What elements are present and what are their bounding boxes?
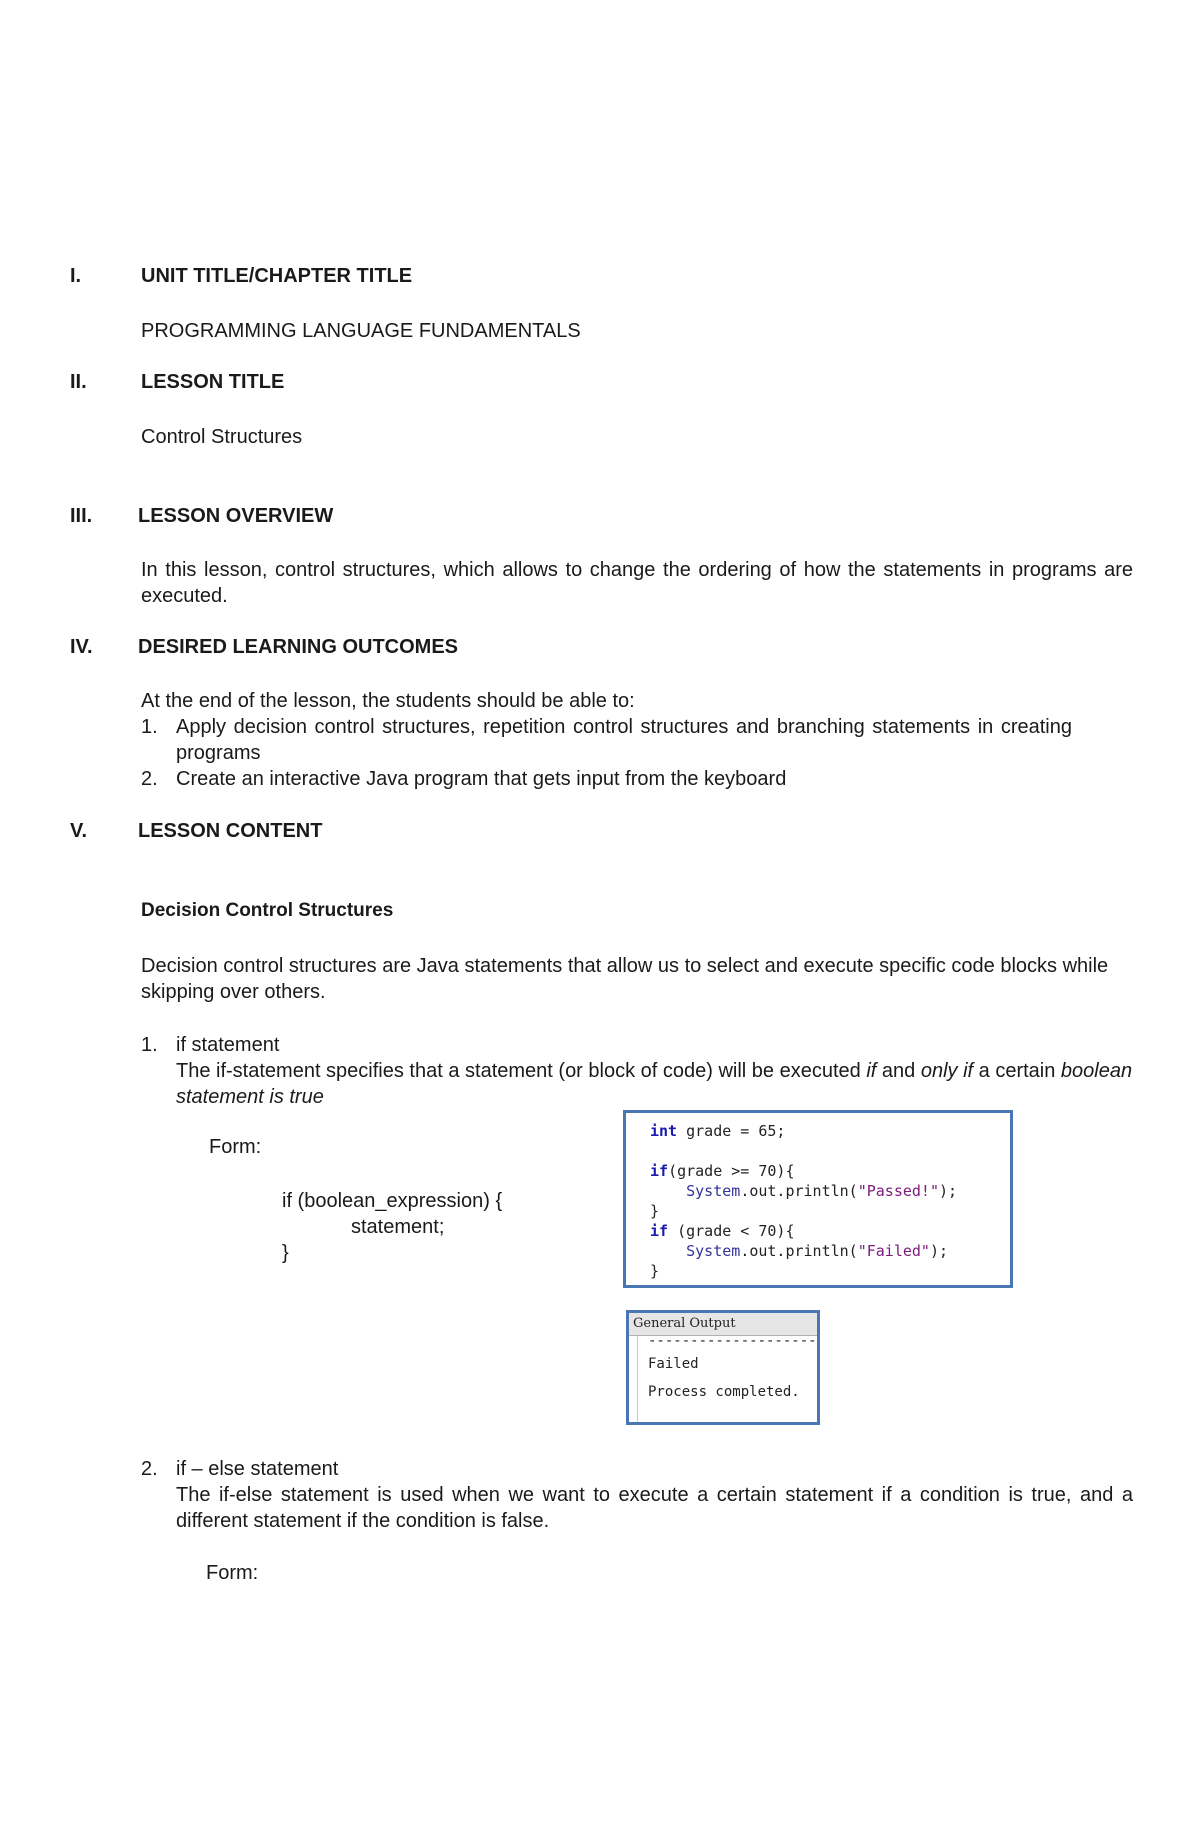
desc-italic: boolean statement is true bbox=[176, 1060, 1133, 1108]
unit-title: PROGRAMMING LANGUAGE FUNDAMENTALS bbox=[141, 320, 581, 342]
form-label: Form: bbox=[206, 1562, 259, 1584]
code-line bbox=[650, 1181, 1010, 1201]
code-line bbox=[650, 1121, 1010, 1141]
lesson-overview-text: In this lesson, control structures, which allows to change the ordering of how the statements in programs are executed. bbox=[141, 559, 1133, 607]
code-text: ); bbox=[939, 1182, 958, 1200]
section-number: II. bbox=[70, 371, 87, 393]
form-code-line: statement; bbox=[351, 1216, 445, 1238]
output-window-image bbox=[626, 1310, 820, 1425]
list-number: 1. bbox=[141, 1034, 158, 1056]
code-line bbox=[650, 1161, 1010, 1181]
if-description bbox=[176, 1058, 1146, 1110]
desc-italic: only if bbox=[920, 1060, 974, 1082]
code-class: System bbox=[686, 1182, 741, 1200]
code-text: .out.println( bbox=[740, 1182, 858, 1200]
content-intro: Decision control structures are Java statements that allow us to select and execute specific code blocks while skipping over others. bbox=[141, 955, 1109, 1003]
form-code-line: if (boolean_expression) { bbox=[282, 1190, 503, 1212]
form-label: Form: bbox=[209, 1136, 262, 1158]
section-number: I. bbox=[70, 265, 82, 287]
list-item: Apply decision control structures, repetition control structures and branching statements in creating programs bbox=[176, 716, 1072, 764]
output-line: Failed bbox=[648, 1356, 699, 1372]
section-number: V. bbox=[70, 820, 88, 842]
form-code-line: } bbox=[282, 1242, 289, 1264]
list-number: 2. bbox=[141, 1458, 158, 1480]
code-text: grade = 65; bbox=[677, 1122, 786, 1140]
section-heading: LESSON OVERVIEW bbox=[138, 505, 334, 527]
code-string: "Failed" bbox=[857, 1242, 930, 1260]
section-number: III. bbox=[70, 505, 93, 527]
code-text: (grade >= 70){ bbox=[668, 1162, 795, 1180]
output-line: Process completed. bbox=[648, 1384, 800, 1400]
code-text: (grade < 70){ bbox=[668, 1222, 795, 1240]
desc-italic: if bbox=[866, 1060, 877, 1082]
code-keyword: int bbox=[650, 1122, 678, 1140]
lesson-title: Control Structures bbox=[141, 426, 303, 448]
output-body bbox=[637, 1336, 817, 1425]
code-text: .out.println( bbox=[740, 1242, 858, 1260]
code-keyword: if bbox=[650, 1162, 669, 1180]
section-heading: UNIT TITLE/CHAPTER TITLE bbox=[141, 265, 413, 287]
ifelse-description: The if-else statement is used when we want to execute a certain statement if a condition is true, and a different statement if the condition is false. bbox=[176, 1484, 1133, 1532]
code-line bbox=[650, 1141, 1010, 1161]
list-number: 2. bbox=[141, 768, 158, 790]
if-title: if statement bbox=[176, 1034, 280, 1056]
code-line bbox=[650, 1241, 1010, 1261]
section-number: IV. bbox=[70, 636, 93, 658]
code-keyword: if bbox=[650, 1222, 669, 1240]
section-heading: LESSON TITLE bbox=[141, 371, 285, 393]
code-string: "Passed!" bbox=[857, 1182, 939, 1200]
code-class: System bbox=[686, 1242, 741, 1260]
subheading: Decision Control Structures bbox=[141, 900, 394, 921]
code-text: ); bbox=[929, 1242, 949, 1260]
desc-text: The if-statement specifies that a statement (or block of code) will be executed bbox=[176, 1060, 867, 1082]
ifelse-title: if – else statement bbox=[176, 1458, 339, 1480]
list-item: Create an interactive Java program that gets input from the keyboard bbox=[176, 768, 787, 790]
code-line: } bbox=[650, 1262, 660, 1280]
output-separator: -------------------- bbox=[648, 1336, 817, 1349]
list-number: 1. bbox=[141, 716, 158, 738]
desc-text: and bbox=[876, 1060, 921, 1082]
section-heading: LESSON CONTENT bbox=[138, 820, 323, 842]
output-title: General Output bbox=[629, 1313, 817, 1336]
code-line: } bbox=[650, 1202, 660, 1220]
section-heading: DESIRED LEARNING OUTCOMES bbox=[138, 636, 459, 658]
outcomes-intro: At the end of the lesson, the students should be able to: bbox=[141, 690, 635, 712]
code-line bbox=[650, 1221, 1010, 1241]
desc-text: a certain bbox=[973, 1060, 1061, 1082]
code-example-image bbox=[623, 1110, 1013, 1288]
